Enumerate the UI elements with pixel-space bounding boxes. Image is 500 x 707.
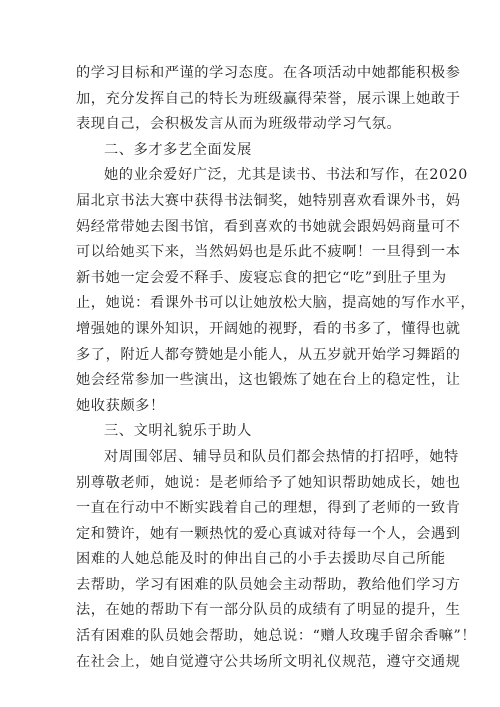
section-heading: 二、多才多艺全面发展	[104, 141, 252, 158]
body-line: 在社会上，她自觉遵守公共场所文明礼仪规范，遵守交通规	[76, 653, 461, 670]
document-body	[76, 61, 477, 675]
body-line: 多了，附近人都夸赞她是小能人，从五岁就开始学习舞蹈的	[76, 346, 461, 363]
body-line: 去帮助，学习有困难的队员她会主动帮助，教给他们学习方	[76, 576, 461, 593]
body-line: 可以给她买下来，当然妈妈也是乐此不疲啊！一旦得到一本	[76, 244, 461, 261]
body-line: 法，在她的帮助下有一部分队员的成绩有了明显的提升，生	[76, 602, 461, 619]
body-line: 她收获颇多！	[76, 397, 165, 414]
body-line: 她的业余爱好广泛，尤其是读书、书法和写作，在2020	[104, 167, 468, 184]
body-line: 表现自己，会积极发言从而为班级带动学习气氛。	[76, 116, 402, 133]
body-line: 她会经常参加一些演出，这也锻炼了她在台上的稳定性，让	[76, 372, 461, 389]
body-line: 别尊敬老师，她说：是老师给予了她知识帮助她成长，她也	[76, 474, 461, 491]
body-line: 新书她一定会爱不释手、废寝忘食的把它“吃”到肚子里为	[76, 269, 447, 286]
body-line: 妈经常带她去图书馆，看到喜欢的书她就会跟妈妈商量可不	[76, 218, 461, 235]
section-heading: 三、文明礼貌乐于助人	[104, 423, 252, 440]
body-line: 一直在行动中不断实践着自己的理想，得到了老师的一致肯	[76, 500, 461, 517]
body-line: 定和赞许，她有一颗热忱的爱心真诚对待每一个人，会遇到	[76, 525, 461, 542]
body-line: 止，她说：看课外书可以让她放松大脑，提高她的写作水平，	[76, 295, 476, 312]
body-line: 加，充分发挥自己的特长为班级赢得荣誉，展示课上她敢于	[76, 90, 461, 107]
body-line: 的学习目标和严谨的学习态度。在各项活动中她都能积极参	[76, 65, 461, 81]
body-line: 对周围邻居、辅导员和队员们都会热情的打招呼，她特	[104, 448, 459, 465]
body-line: 增强她的课外知识，开阔她的视野，看的书多了，懂得也就	[76, 320, 461, 337]
body-line: 活有困难的队员她会帮助，她总说：“赠人玫瑰手留余香嘛”！	[76, 628, 477, 645]
body-line: 届北京书法大赛中获得书法铜奖，她特别喜欢看课外书，妈	[76, 192, 461, 209]
body-line: 困难的人她总能及时的伸出自己的小手去援助尽自己所能	[76, 551, 446, 568]
